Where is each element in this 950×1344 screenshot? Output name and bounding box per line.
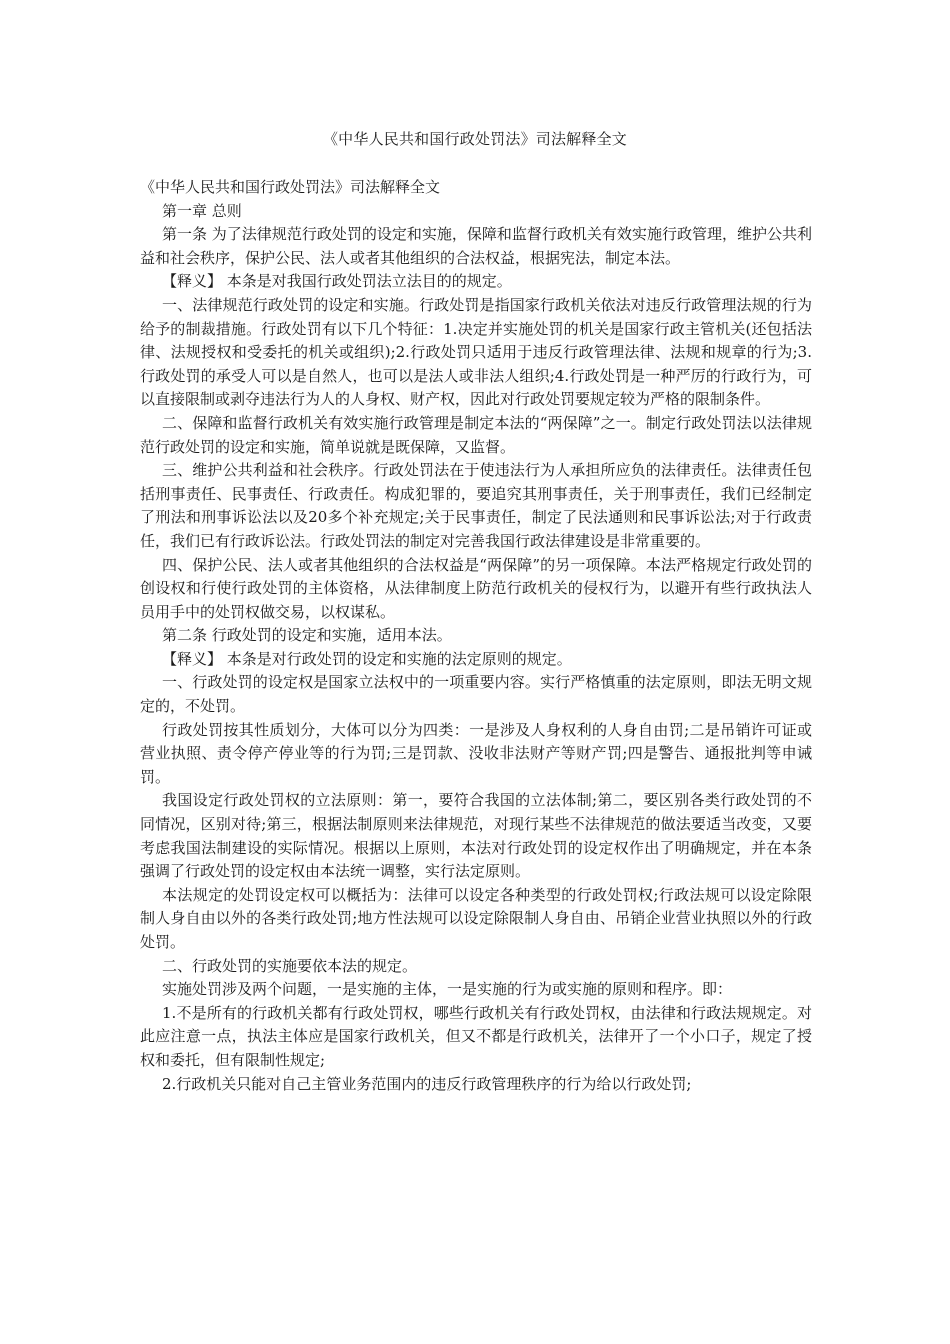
body-heading: 《中华人民共和国行政处罚法》司法解释全文	[140, 178, 441, 196]
article-2-interpretation: 【释义】 本条是对行政处罚的设定和实施的法定原则的规定。	[162, 649, 572, 668]
paragraph: 一、法律规范行政处罚的设定和实施。行政处罚是指国家行政机关依法对违反行政管理法规的行为给予的制裁措施。行政处罚有以下几个特征：1.决定并实施处罚的机关是国家行政主管机关(还包括法律、法规授权和受委托的机关或组织);2.行政处罚只适用于违反行政管理法律、法规和规章的行为;3.行政处罚的承受人可以是自然人，也可以是法人或非法人组织;4.行政处罚是一种严厉的行政行为，可以直接限制或剥夺违法行为人的人身权、财产权，因此对行政处罚要规定较为严格的限制条件。	[140, 295, 812, 409]
paragraph: 二、保障和监督行政机关有效实施行政管理是制定本法的“两保障”之一。制定行政处罚法以法律规范行政处罚的设定和实施，简单说就是既保障，又监督。	[140, 413, 812, 456]
document-title: 《中华人民共和国行政处罚法》司法解释全文	[322, 130, 627, 148]
paragraph: 1.不是所有的行政机关都有行政处罚权，哪些行政机关有行政处罚权，由法律和行政法规规定。对此应注意一点，执法主体应是国家行政机关，但又不都是行政机关，法律开了一个小口子，规定了授权和委托，但有限制性规定;	[140, 1003, 812, 1069]
paragraph: 我国设定行政处罚权的立法原则：第一，要符合我国的立法体制;第二，要区别各类行政处罚的不同情况，区别对待;第三，根据法制原则来法律规范，对现行某些不法律规范的做法要适当改变，又要考虑我国法制建设的实际情况。根据以上原则，本法对行政处罚的设定权作出了明确规定，并在本条强调了行政处罚的设定权由本法统一调整，实行法定原则。	[140, 791, 812, 881]
document-body	[140, 176, 812, 1096]
paragraph: 2.行政机关只能对自己主管业务范围内的违反行政管理秩序的行为给以行政处罚;	[162, 1074, 692, 1093]
article-1-interpretation: 【释义】 本条是对我国行政处罚法立法目的的规定。	[162, 272, 512, 291]
paragraph: 实施处罚涉及两个问题，一是实施的主体，一是实施的行为或实施的原则和程序。即：	[162, 980, 733, 999]
article-2: 第二条 行政处罚的设定和实施，适用本法。	[162, 626, 452, 645]
paragraph: 行政处罚按其性质划分，大体可以分为四类：一是涉及人身权利的人身自由罚;二是吊销许可证或营业执照、责令停产停业等的行为罚;三是罚款、没收非法财产等财产罚;四是警告、通报批判等申诫罚。	[140, 720, 812, 786]
paragraph: 一、行政处罚的设定权是国家立法权中的一项重要内容。实行严格慎重的法定原则，即法无明文规定的，不处罚。	[140, 673, 812, 716]
paragraph: 三、维护公共利益和社会秩序。行政处罚法在于使违法行为人承担所应负的法律责任。法律责任包括刑事责任、民事责任、行政责任。构成犯罪的，要追究其刑事责任，关于刑事责任，我们已经制定了刑法和刑事诉讼法以及20多个补充规定;关于民事责任，制定了民法通则和民事诉讼法;对于行政责任，我们已有行政诉讼法。行政处罚法的制定对完善我国行政法律建设是非常重要的。	[140, 461, 812, 550]
chapter-heading: 第一章 总则	[162, 201, 242, 220]
paragraph: 四、保护公民、法人或者其他组织的合法权益是“两保障”的另一项保障。本法严格规定行政处罚的创设权和行使行政处罚的主体资格，从法律制度上防范行政机关的侵权行为，以避开有些行政执法人员用手中的处罚权做交易，以权谋私。	[140, 555, 812, 621]
article-1: 第一条 为了法律规范行政处罚的设定和实施，保障和监督行政机关有效实施行政管理，维护公共利益和社会秩序，保护公民、法人或者其他组织的合法权益，根据宪法，制定本法。	[140, 225, 812, 267]
paragraph: 二、行政处罚的实施要依本法的规定。	[162, 956, 418, 975]
paragraph: 本法规定的处罚设定权可以概括为：法律可以设定各种类型的行政处罚权;行政法规可以设定除限制人身自由以外的各类行政处罚;地方性法规可以设定除限制人身自由、吊销企业营业执照以外的行政处罚。	[140, 885, 812, 951]
